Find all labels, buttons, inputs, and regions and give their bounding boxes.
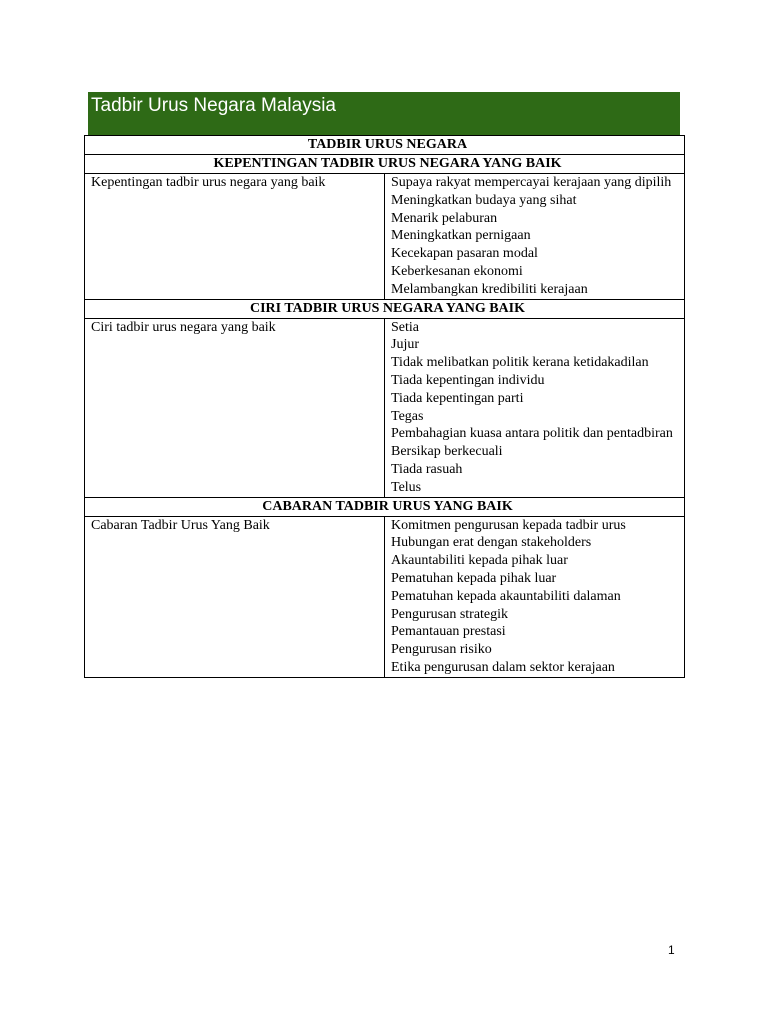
- list-item: Supaya rakyat mempercayai kerajaan yang dipilih: [391, 175, 672, 190]
- list-item: Pemantauan prestasi: [391, 624, 506, 640]
- list-item: Pengurusan strategik: [391, 606, 509, 622]
- section-items: [385, 174, 685, 300]
- list-item: Kecekapan pasaran modal: [391, 246, 538, 262]
- list-item: Etika pengurusan dalam sektor kerajaan: [391, 659, 615, 675]
- list-item: Setia: [391, 319, 419, 335]
- list-item: Tidak melibatkan politik kerana ketidakadilan: [391, 355, 649, 371]
- governance-table: [84, 135, 685, 678]
- list-item: Tiada kepentingan individu: [391, 372, 545, 388]
- section-heading-kepentingan: KEPENTINGAN TADBIR URUS NEGARA YANG BAIK: [85, 155, 685, 174]
- list-item: Tiada rasuah: [391, 461, 463, 477]
- list-item: Menarik pelaburan: [391, 210, 498, 226]
- section-label: Kepentingan tadbir urus negara yang baik: [85, 174, 385, 300]
- list-item: Meningkatkan pernigaan: [391, 228, 531, 244]
- table-title: TADBIR URUS NEGARA: [85, 136, 685, 155]
- page-number: 1: [668, 943, 675, 957]
- section-items: [385, 516, 685, 677]
- section-items: [385, 318, 685, 497]
- document-title: Tadbir Urus Negara Malaysia: [91, 95, 336, 116]
- section-heading-cabaran: CABARAN TADBIR URUS YANG BAIK: [85, 497, 685, 516]
- list-item: Tegas: [391, 408, 424, 424]
- list-item: Meningkatkan budaya yang sihat: [391, 192, 577, 208]
- list-item: Hubungan erat dengan stakeholders: [391, 535, 592, 551]
- list-item: Jujur: [391, 337, 419, 353]
- section-row-ciri: [85, 318, 685, 497]
- list-item: Pematuhan kepada akauntabiliti dalaman: [391, 588, 621, 604]
- list-item: Pematuhan kepada pihak luar: [391, 570, 557, 586]
- section-row-cabaran: [85, 516, 685, 677]
- section-heading-row: [85, 497, 685, 516]
- list-item: Keberkesanan ekonomi: [391, 263, 523, 279]
- section-heading-row: [85, 155, 685, 174]
- list-item: Pembahagian kuasa antara politik dan pentadbiran: [391, 426, 673, 442]
- section-label: Ciri tadbir urus negara yang baik: [85, 318, 385, 497]
- list-item: Tiada kepentingan parti: [391, 390, 524, 406]
- list-item: Melambangkan kredibiliti kerajaan: [391, 281, 588, 297]
- title-banner: [88, 92, 680, 135]
- table-title-row: [85, 136, 685, 155]
- list-item: Pengurusan risiko: [391, 642, 492, 658]
- section-heading-ciri: CIRI TADBIR URUS NEGARA YANG BAIK: [85, 299, 685, 318]
- list-item: Bersikap berkecuali: [391, 444, 503, 460]
- list-item: Komitmen pengurusan kepada tadbir urus: [391, 517, 626, 533]
- section-heading-row: [85, 299, 685, 318]
- list-item: Telus: [391, 479, 422, 495]
- section-row-kepentingan: [85, 174, 685, 300]
- list-item: Akauntabiliti kepada pihak luar: [391, 553, 568, 569]
- section-label: Cabaran Tadbir Urus Yang Baik: [85, 516, 385, 677]
